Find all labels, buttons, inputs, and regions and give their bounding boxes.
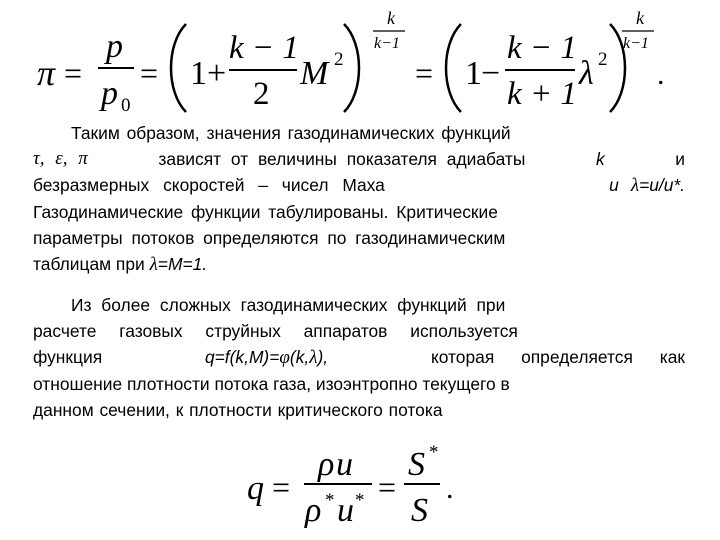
left-paren-2 <box>446 24 461 112</box>
p2-line-1 <box>33 292 685 318</box>
p1-line-2-text: зависят от величины показателя адиабаты <box>158 149 526 169</box>
flow-function-a: q=f(k,M)= <box>204 347 280 367</box>
p2-line-2-text: расчете газовых струйных аппаратов используется <box>33 321 518 341</box>
p2-line-3-rest: которая определяется как <box>430 347 685 367</box>
gas-function-symbols: τ, ε, π <box>33 148 88 169</box>
q-symbol: q <box>247 470 264 507</box>
p2-line-1-text: Из более сложных газодинамических функций при <box>71 295 506 315</box>
critical-condition: =M=1. <box>157 254 208 274</box>
numerator-rho: ρ <box>318 446 335 483</box>
one-2: 1 <box>465 55 482 92</box>
flow-function-c: ), <box>317 347 329 367</box>
numerator-p: p <box>106 28 123 65</box>
p1-line-3-u: и <box>609 175 619 195</box>
formula-period-1: . <box>657 58 665 91</box>
p1-line-6 <box>33 251 685 278</box>
equals-sign-3: = <box>415 55 434 91</box>
plus-sign: + <box>207 55 227 92</box>
p2-line-3-text: функция <box>33 347 103 367</box>
isentropic-pressure-formula <box>0 0 720 120</box>
equals-sign-1: = <box>64 55 83 91</box>
p1-line-1 <box>33 120 685 146</box>
p2-line-3 <box>33 344 685 371</box>
denominator-two: 2 <box>253 76 270 112</box>
exponent-k-minus-1-1: k−1 <box>374 35 400 52</box>
rho-star: * <box>325 490 335 511</box>
p1-line-3-text: безразмерных скоростей – чисел Маха <box>33 175 385 195</box>
equals-sign-4: = <box>272 469 291 505</box>
lambda-symbol: λ <box>579 55 594 92</box>
one-1: 1 <box>190 55 207 92</box>
p2-line-4: отношение плотности потока газа, изоэнтропно текущего в <box>33 374 510 394</box>
p1-line-2-and: и <box>675 149 685 169</box>
p2-line-2 <box>33 318 685 344</box>
numerator-u: u <box>336 446 353 483</box>
denominator-S: S <box>411 492 428 529</box>
pi-symbol: π <box>37 53 56 93</box>
phi-symbol: φ <box>279 347 290 368</box>
flow-function-formula <box>205 344 328 371</box>
S-star: * <box>429 442 439 463</box>
lambda-inline-3: λ <box>309 347 318 368</box>
equals-sign-2: = <box>140 55 159 91</box>
p1-line-3 <box>33 172 685 199</box>
adiabatic-index-k: k <box>595 149 605 169</box>
p1-line-2 <box>33 146 685 172</box>
formula-period-2: . <box>446 472 454 505</box>
p2-line-5: данном сечении, к плотности критического потока <box>33 400 443 420</box>
p1-line-4: Газодинамические функции табулированы. Критические <box>33 202 498 222</box>
mach-M: M <box>300 55 329 92</box>
lambda-squared: 2 <box>598 49 608 70</box>
denominator-subscript-0: 0 <box>121 95 131 116</box>
flow-density-formula <box>0 430 720 540</box>
denominator-rho: ρ <box>305 492 322 529</box>
equals-sign-5: = <box>378 469 397 505</box>
right-paren-1 <box>344 24 359 112</box>
paragraph-2 <box>33 292 685 423</box>
denominator-p0: p <box>101 75 118 112</box>
p1-line-1-text: Таким образом, значения газодинамических функций <box>71 123 511 143</box>
paragraph-1 <box>33 120 685 278</box>
lambda-inline-2: λ <box>149 254 158 275</box>
p1-line-6-text: таблицам при <box>33 254 145 274</box>
flow-function-b: (k, <box>289 347 310 367</box>
u-star: * <box>355 490 365 511</box>
minus-sign: − <box>481 55 501 92</box>
numerator-k-minus-1-2: k − 1 <box>507 30 577 66</box>
denominator-k-plus-1: k + 1 <box>507 76 577 112</box>
numerator-k-minus-1: k − 1 <box>229 30 299 66</box>
lambda-definition: =u/u*. <box>639 175 685 195</box>
exponent-k-minus-1-2: k−1 <box>623 35 649 52</box>
left-paren-1 <box>171 24 186 112</box>
denominator-u: u <box>337 492 354 529</box>
lambda-inline-1: λ <box>630 175 640 196</box>
mach-squared: 2 <box>334 49 344 70</box>
p1-line-3-formula <box>609 172 685 199</box>
exponent-k-1: k <box>387 8 395 28</box>
numerator-S: S <box>408 446 425 483</box>
exponent-k-2: k <box>636 8 644 28</box>
p1-line-5: параметры потоков определяются по газодинамическим <box>33 228 506 248</box>
